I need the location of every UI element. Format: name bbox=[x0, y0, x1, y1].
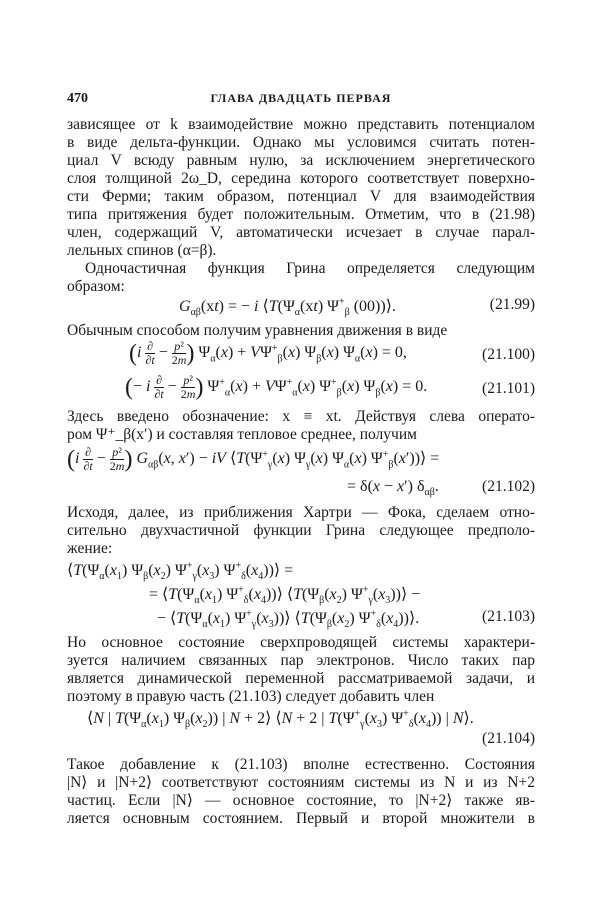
text-line: ляется основным состоянием. Первый и второй множители в bbox=[67, 810, 535, 827]
text-line: лельных спинов (α=β). bbox=[67, 242, 217, 259]
page-number: 470 bbox=[67, 91, 88, 106]
equation-label: (21.101) bbox=[482, 380, 535, 397]
text-line: частиц. Если |N⟩ — основное состояние, то |N+2⟩ также яв- bbox=[67, 792, 535, 809]
text-line: Здесь введено обозначение: x ≡ xt. Действуя слева операто- bbox=[67, 408, 535, 425]
equation-21-100: (i $\frac{\partial}{\partial t}$ − $\frac{\text{p²}}{2m}$ ) $\Psi_\alpha(x) + V\Psi^+_\beta(x)$ $\Psi_\beta(x) \Psi_\alpha(x) = 0$, bbox=[129, 339, 407, 367]
equation-label: (21.104) bbox=[482, 730, 535, 747]
text-line: Обычным способом получим уравнения движения в виде bbox=[67, 322, 448, 339]
text-line: Исходя, далее, из приближения Хартри — Фока, сделаем отно- bbox=[67, 504, 535, 521]
page-header bbox=[67, 91, 535, 109]
text-line: ром Ψ⁺_β(x′) и составляя тепловое среднее, получим bbox=[67, 426, 417, 443]
equation-label: (21.103) bbox=[482, 608, 535, 625]
text-line: является динамической переменной рассматриваемой задачи, и bbox=[67, 670, 535, 687]
text-line: член, содержащий V, автоматически исчезает в случае парал- bbox=[67, 224, 535, 241]
text-line: |N⟩ и |N+2⟩ соответствуют состояниям системы из N и из N+2 bbox=[67, 774, 535, 791]
text-line: циал V всюду равным нулю, за исключением энергетического bbox=[67, 152, 535, 169]
equation-21-104: ⟨N | $T(\Psi_\alpha(x_1)$ $\Psi_\beta(x_2)$) | N + 2⟩ ⟨N + 2 | $T(\Psi^+_\gamma(x_3)$ $\Psi^+_\delta(x_4)$) | N⟩. bbox=[87, 708, 474, 731]
text-line: зависящее от k взаимодействие можно представить потенциалом bbox=[67, 116, 535, 133]
text-line: типа притяжения будет положительным. Отметим, что в (21.98) bbox=[67, 206, 535, 223]
text-line: зуется наличием связанных пар электронов. Число таких пар bbox=[67, 652, 535, 669]
text-line: Такое добавление к (21.103) вполне естественно. Состояния bbox=[67, 756, 535, 773]
text-line: сительно двухчастичной функции Грина следующее предполо- bbox=[67, 522, 535, 539]
running-head: ГЛАВА ДВАДЦАТЬ ПЕРВАЯ bbox=[210, 91, 392, 105]
text-line: сти Ферми; таким образом, потенциал V для взаимодействия bbox=[67, 188, 535, 205]
text-line: в виде дельта-функции. Однако мы условимся считать потен- bbox=[67, 134, 535, 151]
equation-label: (21.102) bbox=[482, 478, 535, 495]
text-line: слоя толщиной 2ω_D, середина которого соответствует поверхно- bbox=[67, 170, 535, 187]
equation-label: (21.100) bbox=[482, 346, 535, 363]
text-line: Но основное состояние сверхпроводящей системы характери- bbox=[67, 634, 535, 651]
equation-21-103-line1: $⟨T(\Psi_\alpha(x_1)$ $\Psi_\beta(x_2)$ $\Psi^+_\gamma(x_3)$ $\Psi^+_\delta(x_4))⟩$ = bbox=[67, 560, 294, 583]
text-line: жение: bbox=[67, 540, 113, 557]
equation-21-102-line1: (i $\frac{\partial}{\partial t}$ − $\frac{\text{p²}}{2m}$ ) $G_{\alpha\beta}(x$, x′) − iV $⟨T(\Psi^+_\gamma(x)$ $\Psi_\gamma(x)$ $\Psi_\alpha(x)$ $\Psi^+_\beta(x'))⟩$ = bbox=[67, 445, 440, 473]
equation-21-103-line2: = $⟨T(\Psi_\alpha(x_1)$ $\Psi^+_\delta(x_4))⟩$ $⟨T(\Psi_\beta(x_2)$ $\Psi^+_\gamma(x_3))⟩$ − bbox=[149, 584, 421, 607]
equation-21-99: $G_{\alpha\beta}(xt)$ = − i $⟨T(\Psi_\alpha(xt)$ $\Psi^+_\beta$ (00))⟩. bbox=[179, 296, 396, 319]
equation-label: (21.99) bbox=[489, 296, 535, 313]
equation-21-103-line3: − $⟨T(\Psi_\alpha(x_1)$ $\Psi^+_\gamma(x_3))⟩$ $⟨T(\Psi_\beta(x_2)$ $\Psi^+_\delta(x_4))⟩$. bbox=[157, 608, 420, 631]
equation-21-101: (− i $\frac{\partial}{\partial t}$ − $\frac{\text{p²}}{2m}$ ) $\Psi^+_\alpha(x) + V\Psi^+_\alpha(x)$ $\Psi^+_\beta(x) \Psi_\beta(x) = 0$. bbox=[125, 373, 428, 401]
text-line: поэтому в правую часть (21.103) следует добавить член bbox=[67, 688, 435, 705]
text-line: Одночастичная функция Грина определяется следующим bbox=[85, 260, 535, 277]
equation-21-102-line2: = δ(x − x′) $\delta_{\alpha\beta}$. bbox=[347, 478, 439, 499]
text-line: образом: bbox=[67, 278, 125, 295]
